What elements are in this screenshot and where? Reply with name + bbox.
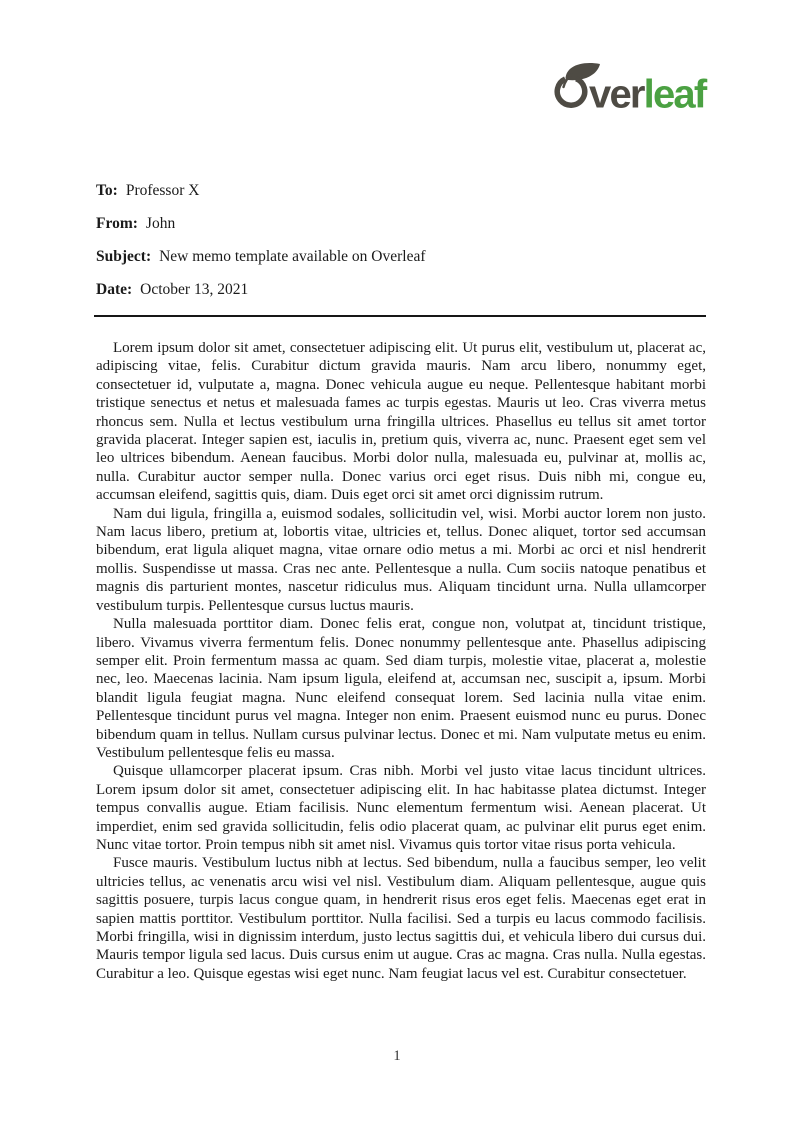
body-paragraph-1: Lorem ipsum dolor sit amet, consectetuer adipiscing elit. Ut purus elit, vestibulum ut, placerat ac, adipiscing vitae, felis. Curabitur dictum gravida mauris. Nam arcu libero, nonummy eget, consectetuer id, vulputate a, magna. Donec vehicula augue eu neque. Pellentesque habitant morbi tristique senectus et netus et malesuada fames ac turpis egestas. Mauris ut leo. Cras viverra metus rhoncus sem. Nulla et lectus vestibulum urna fringilla ultrices. Phasellus eu tellus sit amet tortor gravida placerat. Integer sapien est, iaculis in, pretium quis, viverra ac, nunc. Praesent eget sem vel leo ultrices bibendum. Aenean faucibus. Morbi dolor nulla, malesuada eu, pulvinar at, mollis ac, nulla. Curabitur auctor semper nulla. Donec varius orci eget risus. Duis nibh mi, congue eu, accumsan eleifend, sagittis quis, diam. Duis eget orci sit amet orci dignissim rutrum. [96,340,706,504]
memo-field-to [96,181,706,201]
logo-wordmark-green: leaf [643,72,706,112]
logo-wordmark [589,73,708,113]
memo-field-date [96,280,706,300]
body-paragraph-3: Nulla malesuada porttitor diam. Donec felis erat, congue non, volutpat at, tincidunt tristique, libero. Vivamus viverra fermentum felis. Donec nonummy pellentesque ante. Phasellus adipiscing semper elit. Proin fermentum massa ac quam. Sed diam turpis, molestie vitae, placerat a, molestie nec, leo. Maecenas lacinia. Nam ipsum ligula, eleifend at, accumsan nec, suscipit a, ipsum. Morbi blandit ligula feugiat magna. Nunc eleifend consequat lorem. Sed lacinia nulla vitae enim. Pellentesque tincidunt purus vel magna. Integer non enim. Praesent euismod nunc eu purus. Donec bibendum quam in tellus. Nullam cursus pulvinar lectus. Donec et mi. Nam vulputate metus eu enim. Vestibulum pellentesque felis eu massa. [96,616,706,761]
overleaf-logo-graphic [554,62,710,112]
memo-header [96,181,706,313]
memo-field-from [96,214,706,234]
memo-field-to-label: To: [96,182,118,199]
memo-body [96,339,706,983]
memo-field-date-value: October 13, 2021 [140,281,249,298]
logo-o-ring [557,79,585,105]
body-paragraph-4: Quisque ullamcorper placerat ipsum. Cras nibh. Morbi vel justo vitae lacus tincidunt ultrices. Lorem ipsum dolor sit amet, consectetuer adipiscing elit. In hac habitasse platea dictumst. Integer tempus convallis augue. Etiam facilisis. Nunc elementum fermentum wisi. Aenean placerat. Ut imperdiet, enim sed gravida sollicitudin, felis odio placerat quam, ac pulvinar elit purus eget enim. Nunc vitae tortor. Proin tempus nibh sit amet nisl. Vivamus quis tortor vitae risus porta vehicula. [96,763,706,853]
logo-wordmark-gray: ver [589,72,644,112]
memo-field-to-value: Professor X [125,182,200,199]
page-number: 1 [393,1048,401,1064]
memo-field-date-label: Date: [96,281,133,298]
memo-field-from-label: From: [96,215,138,232]
header-divider [94,315,706,317]
body-paragraph-5: Fusce mauris. Vestibulum luctus nibh at lectus. Sed bibendum, nulla a faucibus semper, leo velit ultricies tellus, ac venenatis arcu wisi vel nisl. Vestibulum diam. Aliquam pellentesque, augue quis sagittis posuere, turpis lacus congue quam, in hendrerit risus eros eget felis. Maecenas eget erat in sapien mattis porttitor. Vestibulum porttitor. Nulla facilisi. Sed a turpis eu lacus commodo facilisis. Morbi fringilla, wisi in dignissim interdum, justo lectus sagittis dui, et vehicula libero dui cursus dui. Mauris tempor ligula sed lacus. Duis cursus enim ut augue. Cras ac magna. Cras nulla. Nulla egestas. Curabitur a leo. Quisque egestas wisi eget nunc. Nam feugiat lacus vel est. Curabitur consectetuer. [96,855,706,982]
memo-field-subject-value: New memo template available on Overleaf [159,248,426,265]
memo-field-from-value: John [145,215,176,232]
memo-field-subject-label: Subject: [96,248,152,265]
body-paragraph-2: Nam dui ligula, fringilla a, euismod sodales, sollicitudin vel, wisi. Morbi auctor lorem non justo. Nam lacus libero, pretium at, lobortis vitae, ultricies et, tellus. Donec aliquet, tortor sed accumsan bibendum, erat ligula aliquet magna, vitae ornare odio metus a mi. Morbi ac orci et nisl hendrerit mollis. Suspendisse ut massa. Cras nec ante. Pellentesque a nulla. Cum sociis natoque penatibus et magnis dis parturient montes, nascetur ridiculus mus. Aliquam tincidunt urna. Nulla ullamcorper vestibulum turpis. Pellentesque cursus luctus mauris. [96,505,706,614]
overleaf-logo [554,62,710,112]
memo-field-subject [96,247,706,267]
